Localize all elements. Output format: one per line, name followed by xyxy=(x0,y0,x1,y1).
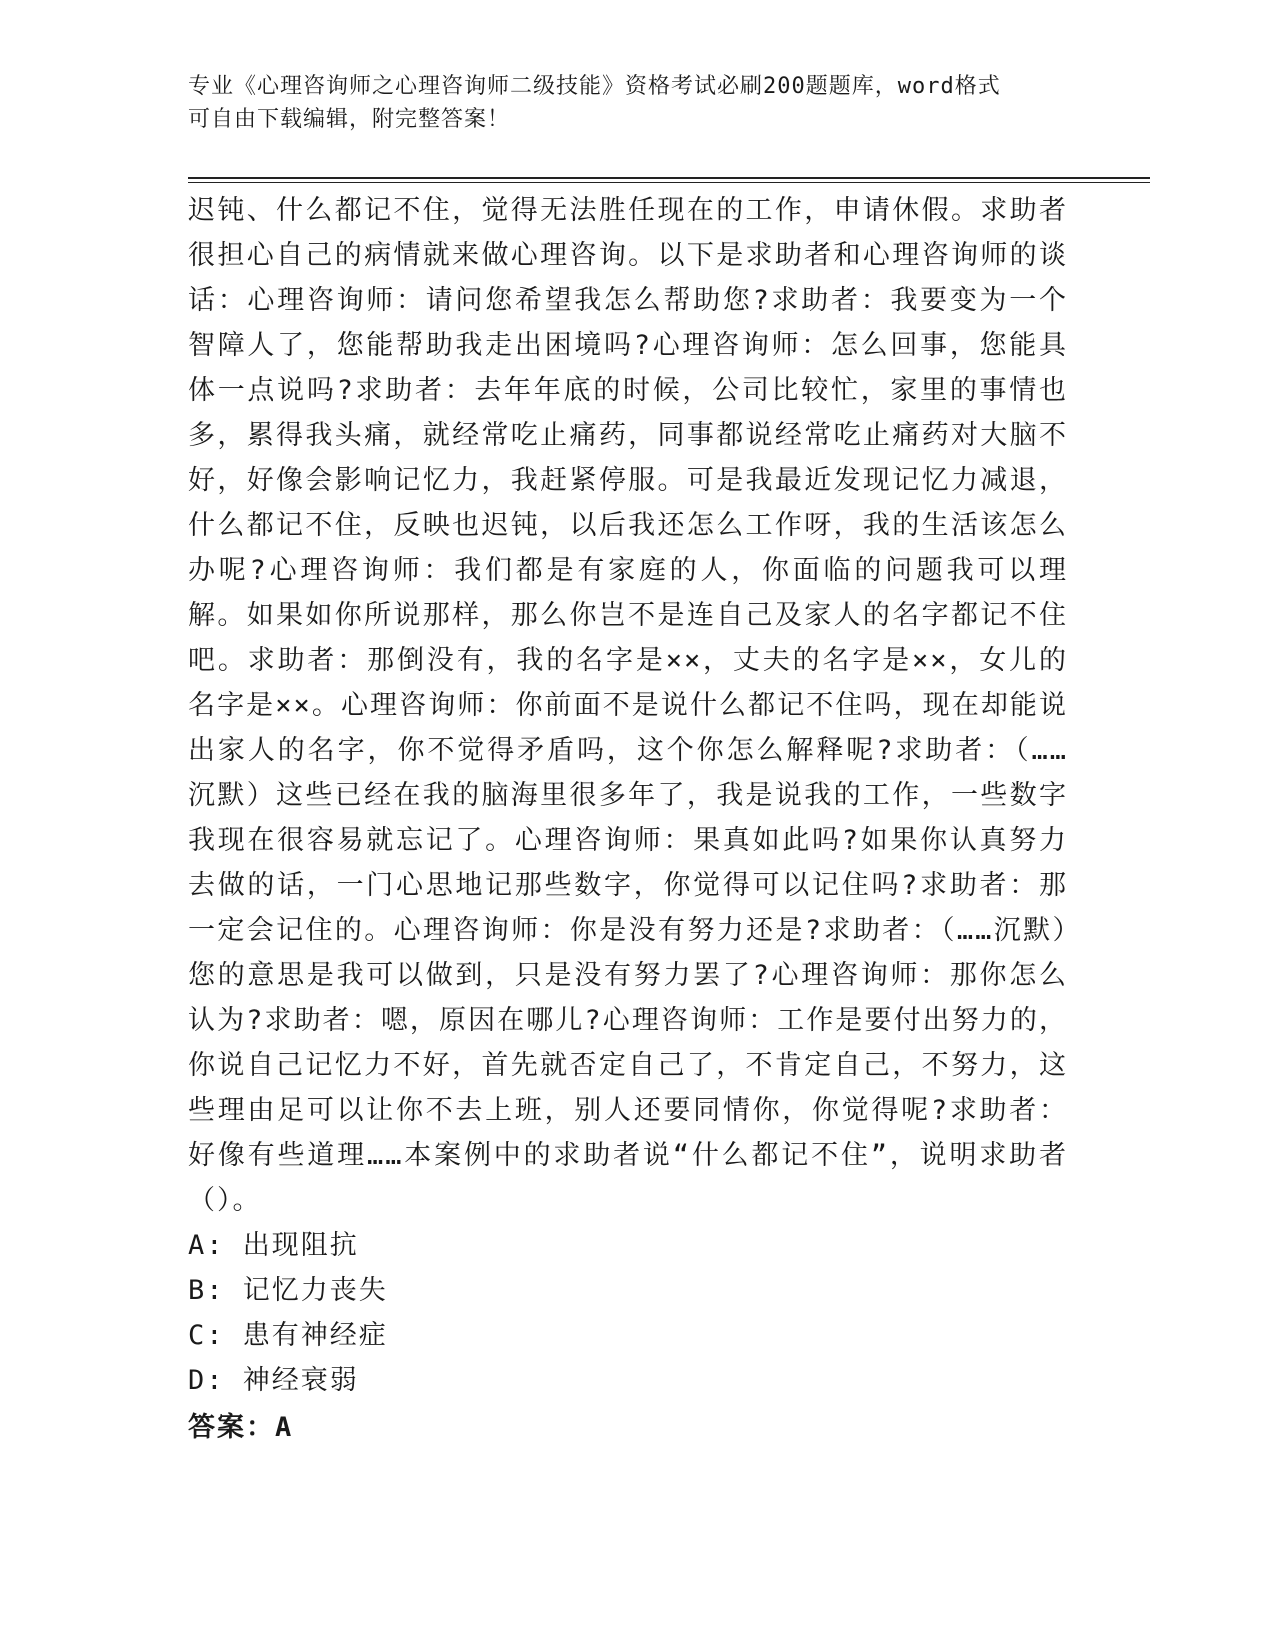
option-letter: C xyxy=(188,1320,207,1351)
option-text: 患有神经症 xyxy=(242,1320,388,1351)
option-letter: B xyxy=(188,1275,207,1306)
answer-value: A xyxy=(275,1412,294,1443)
option-list xyxy=(188,1223,1068,1403)
header-title-line-1: 专业《心理咨询师之心理咨询师二级技能》资格考试必刷200题题库，word格式 xyxy=(188,74,1001,99)
option-text: 出现阻抗 xyxy=(242,1230,359,1261)
option-c xyxy=(188,1313,1068,1358)
option-d xyxy=(188,1358,1068,1403)
option-separator: : xyxy=(206,1275,243,1306)
answer-label: 答案： xyxy=(188,1412,275,1443)
question-text: 迟钝、什么都记不住，觉得无法胜任现在的工作，申请休假。求助者很担心自己的病情就来做心理咨询。以下是求助者和心理咨询师的谈话：心理咨询师：请问您希望我怎么帮助您?求助者：我要变为一个智障人了，您能帮助我走出困境吗?心理咨询师：怎么回事，您能具体一点说吗?求助者：去年年底的时候，公司比较忙，家里的事情也多，累得我头痛，就经常吃止痛药，同事都说经常吃止痛药对大脑不好，好像会影响记忆力，我赶紧停服。可是我最近发现记忆力减退，什么都记不住，反映也迟钝，以后我还怎么工作呀，我的生活该怎么办呢?心理咨询师：我们都是有家庭的人，你面临的问题我可以理解。如果如你所说那样，那么你岂不是连自己及家人的名字都记不住吧。求助者：那倒没有，我的名字是××，丈夫的名字是××，女儿的名字是××。心理咨询师：你前面不是说什么都记不住吗，现在却能说出家人的名字，你不觉得矛盾吗，这个你怎么解释呢?求助者：（……沉默）这些已经在我的脑海里很多年了，我是说我的工作，一些数字我现在很容易就忘记了。心理咨询师：果真如此吗?如果你认真努力去做的话，一门心思地记那些数字，你觉得可以记住吗?求助者：那一定会记住的。心理咨询师：你是没有努力还是?求助者：（……沉默）您的意思是我可以做到，只是没有努力罢了?心理咨询师：那你怎么认为?求助者：嗯，原因在哪儿?心理咨询师：工作是要付出努力的，你说自己记忆力不好，首先就否定自己了，不肯定自己，不努力，这些理由足可以让你不去上班，别人还要同情你，你觉得呢?求助者：好像有些道理……本案例中的求助者说“什么都记不住”，说明求助者（）。 xyxy=(188,195,1068,1216)
header-divider-thin xyxy=(188,182,1150,183)
header-divider-thick xyxy=(188,177,1150,179)
answer-line xyxy=(188,1405,1068,1450)
option-text: 记忆力丧失 xyxy=(242,1275,388,1306)
option-separator: : xyxy=(206,1365,243,1396)
option-letter: A xyxy=(188,1230,207,1261)
question-block xyxy=(188,188,1068,1450)
page-header xyxy=(188,70,1068,136)
option-b xyxy=(188,1268,1068,1313)
option-separator: : xyxy=(206,1230,243,1261)
option-a xyxy=(188,1223,1068,1268)
header-title-line-2: 可自由下载编辑，附完整答案！ xyxy=(188,107,511,132)
option-letter: D xyxy=(188,1365,207,1396)
option-separator: : xyxy=(206,1320,243,1351)
option-text: 神经衰弱 xyxy=(242,1365,359,1396)
